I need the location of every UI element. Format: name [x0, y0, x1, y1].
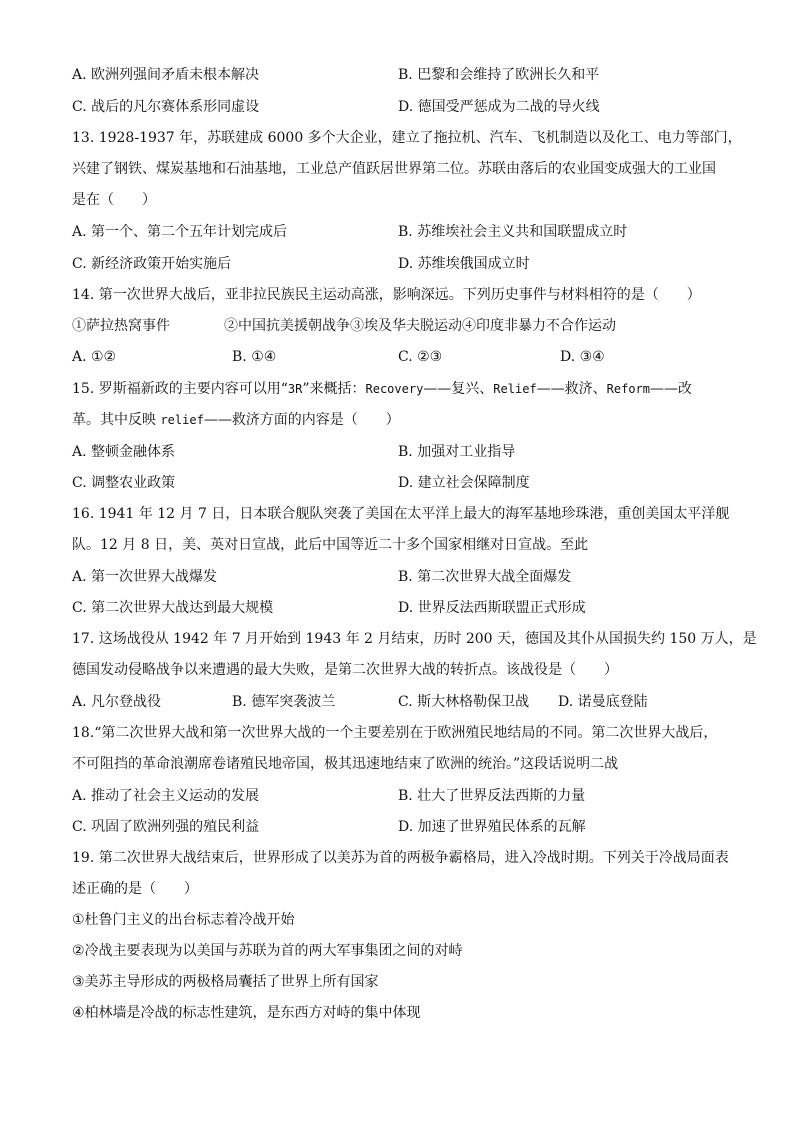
q13-option-b[interactable]: B. 苏维埃社会主义共和国联盟成立时	[398, 224, 628, 240]
q13-stem-line-2: 兴建了钢铁、煤炭基地和石油基地，工业总产值跃居世界第二位。苏联由落后的农业国变成强大的工业国	[72, 161, 716, 177]
q17-options-row	[72, 692, 732, 712]
q17-option-a[interactable]: A. 凡尔登战役	[72, 694, 162, 710]
q18-option-b[interactable]: B. 壮大了世界反法西斯的力量	[398, 788, 586, 804]
q14-stem: 14. 第一次世界大战后，亚非拉民族民主运动高涨，影响深远。下列历史事件与材料相符的是（ ）	[72, 287, 701, 303]
q19-item-1: ①杜鲁门主义的出台标志着冷战开始	[72, 912, 295, 928]
q15-text: ——改	[650, 381, 693, 397]
q13-options-row-1	[72, 222, 732, 242]
q15-option-d[interactable]: D. 建立社会保障制度	[398, 475, 530, 491]
q15-text: ——救济、	[536, 381, 607, 397]
q16-stem-line-1: 16. 1941 年 12 月 7 日，日本联合舰队突袭了美国在太平洋上最大的海军基地珍珠港，重创美国太平洋舰	[72, 506, 730, 522]
q18-options-row-2	[72, 817, 732, 837]
q15-option-c[interactable]: C. 调整农业政策	[72, 475, 176, 491]
q14-option-b[interactable]: B. ①④	[232, 349, 277, 365]
q15-option-b[interactable]: B. 加强对工业指导	[398, 444, 516, 460]
q17-stem-line-1: 17. 这场战役从 1942 年 7 月开始到 1943 年 2 月结束，历时 200 天，德国及其仆从国损失约 150 万人，是	[72, 631, 757, 647]
q15-recovery: Recovery	[365, 382, 424, 396]
q16-options-row-1	[72, 567, 732, 587]
q14-items-2-4: ②中国抗美援朝战争③埃及华夫脱运动④印度非暴力不合作运动	[224, 318, 616, 334]
q19-item-4: ④柏林墙是冷战的标志性建筑，是东西方对峙的集中体现	[72, 1005, 421, 1021]
q13-stem-line-3: 是在（ ）	[72, 192, 156, 208]
q15-options-row-1	[72, 442, 732, 462]
q15-options-row-2	[72, 473, 732, 493]
q14-option-d[interactable]: D. ③④	[560, 349, 605, 365]
q13-option-d[interactable]: D. 苏维埃俄国成立时	[398, 256, 530, 272]
q14-items	[72, 316, 616, 336]
q18-option-d[interactable]: D. 加速了世界殖民体系的瓦解	[398, 819, 586, 835]
q18-option-c[interactable]: C. 巩固了欧洲列强的殖民利益	[72, 819, 260, 835]
q12-option-d[interactable]: D. 德国受严惩成为二战的导火线	[398, 99, 600, 115]
q19-stem-line-1: 19. 第二次世界大战结束后，世界形成了以美苏为首的两极争霸格局，进入冷战时期。下列关于冷战局面表	[72, 850, 729, 866]
q16-stem-line-2: 队。12 月 8 日，美、英对日宣战，此后中国等近二十多个国家相继对日宣战。至此	[72, 537, 589, 553]
q19-item-2: ②冷战主要表现为以美国与苏联为首的两大军事集团之间的对峙	[72, 943, 463, 959]
q18-stem-line-2: 不可阻挡的革命浪潮席卷诸殖民地帝国，极其迅速地结束了欧洲的统治。”这段话说明二战	[72, 756, 619, 772]
q13-options-row-2	[72, 254, 732, 274]
q18-option-a[interactable]: A. 推动了社会主义运动的发展	[72, 788, 260, 804]
q18-options-row-1	[72, 786, 732, 806]
q15-text: ——救济方面的内容是（ ）	[203, 412, 400, 428]
q15-3r: 3R	[287, 382, 303, 396]
q13-stem-line-1: 13. 1928-1937 年，苏联建成 6000 多个大企业，建立了拖拉机、汽车、飞机制造以及化工、电力等部门，	[72, 130, 742, 146]
q16-options-row-2	[72, 598, 732, 618]
q15-option-a[interactable]: A. 整顿金融体系	[72, 444, 176, 460]
q15-stem-line-1	[72, 379, 692, 399]
q15-text: ——复兴、	[423, 381, 494, 397]
q16-option-d[interactable]: D. 世界反法西斯联盟正式形成	[398, 600, 586, 616]
q15-text: 革。其中反映	[72, 412, 161, 428]
q16-option-b[interactable]: B. 第二次世界大战全面爆发	[398, 569, 572, 585]
q15-text: ”来概括：	[302, 381, 366, 397]
q14-options-row	[72, 347, 732, 367]
q12-options-row-2	[72, 97, 732, 117]
q17-option-b[interactable]: B. 德军突袭波兰	[232, 694, 336, 710]
q13-option-a[interactable]: A. 第一个、第二个五年计划完成后	[72, 224, 288, 240]
q16-option-c[interactable]: C. 第二次世界大战达到最大规模	[72, 600, 274, 616]
q18-stem-line-1: 18.“第二次世界大战和第一次世界大战的一个主要差别在于欧洲殖民地结局的不同。第二次世界大战后，	[72, 725, 718, 741]
q14-item-1: ①萨拉热窝事件	[72, 318, 170, 334]
q17-option-d[interactable]: D. 诺曼底登陆	[558, 694, 648, 710]
q17-stem-line-2: 德国发动侵略战争以来遭遇的最大失败，是第二次世界大战的转折点。该战役是（ ）	[72, 662, 618, 678]
q15-stem-line-2	[72, 410, 400, 430]
q13-option-c[interactable]: C. 新经济政策开始实施后	[72, 256, 232, 272]
q15-relief: Relief	[493, 382, 537, 396]
q12-option-b[interactable]: B. 巴黎和会维持了欧洲长久和平	[398, 67, 600, 83]
q15-text: 15. 罗斯福新政的主要内容可以用“	[72, 381, 288, 397]
q14-option-a[interactable]: A. ①②	[72, 349, 117, 365]
q16-option-a[interactable]: A. 第一次世界大战爆发	[72, 569, 218, 585]
q15-relief-lower: relief	[160, 413, 204, 427]
q19-item-3: ③美苏主导形成的两极格局囊括了世界上所有国家	[72, 974, 379, 990]
q17-option-c[interactable]: C. 斯大林格勒保卫战	[398, 694, 530, 710]
q19-stem-line-2: 述正确的是（ ）	[72, 881, 198, 897]
q14-option-c[interactable]: C. ②③	[398, 349, 443, 365]
q12-option-a[interactable]: A. 欧洲列强间矛盾未根本解决	[72, 67, 260, 83]
q15-reform: Reform	[606, 382, 651, 396]
q12-option-c[interactable]: C. 战后的凡尔赛体系形同虚设	[72, 99, 260, 115]
q12-options-row-1	[72, 65, 732, 85]
